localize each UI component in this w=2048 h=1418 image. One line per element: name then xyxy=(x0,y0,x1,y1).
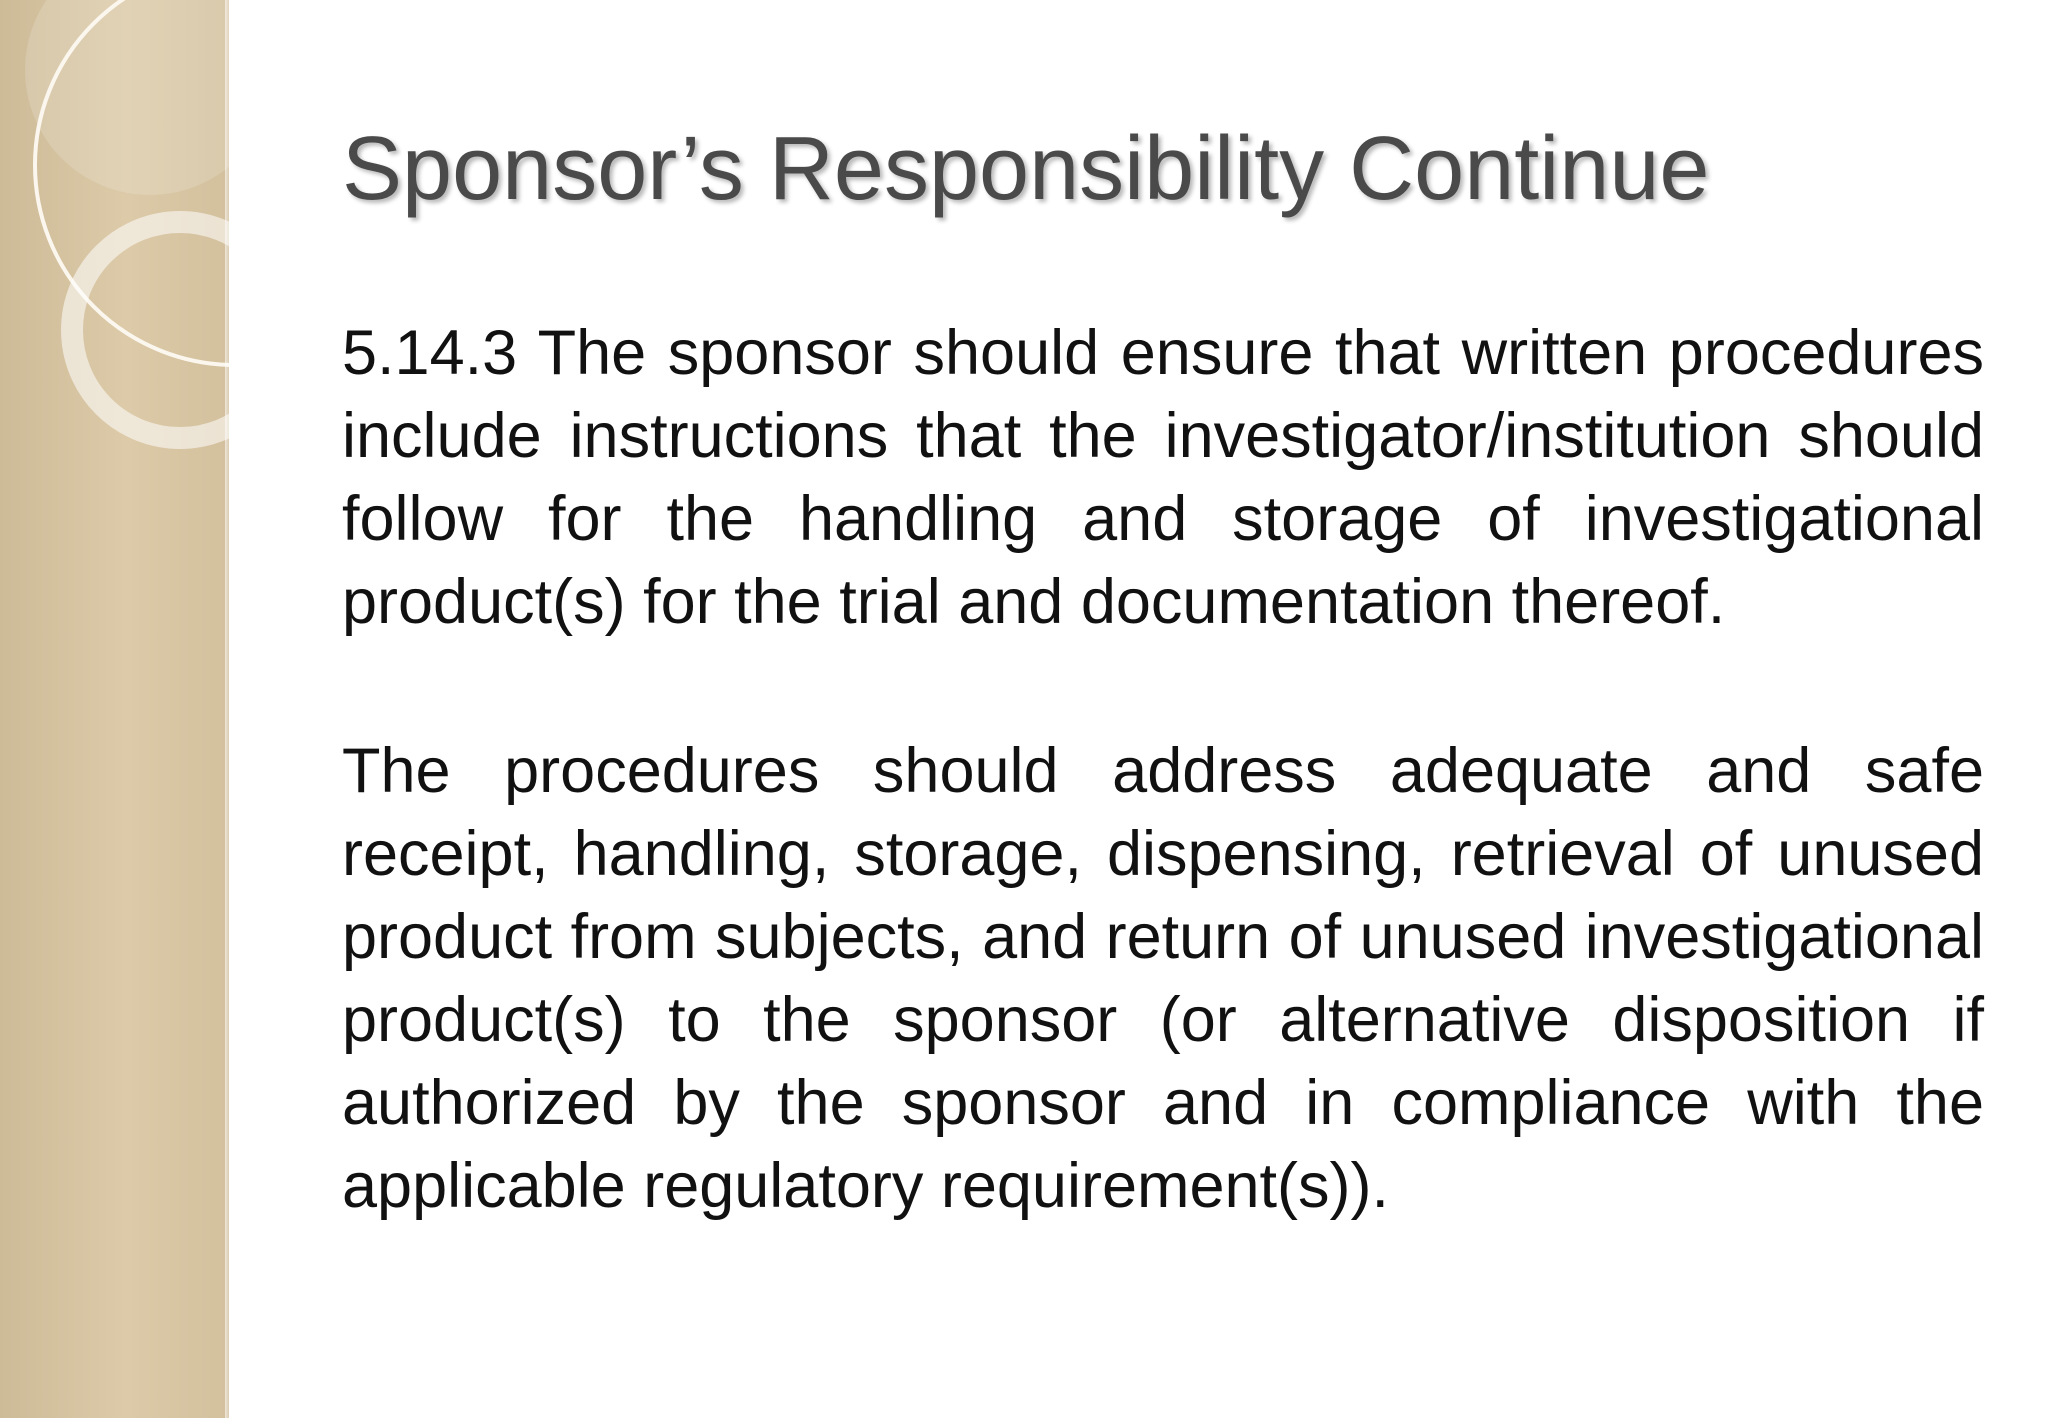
side-decoration-band xyxy=(0,0,229,1418)
band-edge-highlight xyxy=(225,0,231,1418)
paragraph-procedures: The procedures should address adequate and safe receipt, handling, storage, dispensing, retrieval of unused product from subjects, and return of unused investigational product(s) to the sponsor (or alternative disposition if authorized by the sponsor and in compliance with the applicable regulatory requirement(s)). xyxy=(342,736,1984,1221)
rings-decoration-icon xyxy=(0,0,229,520)
paragraph-5-14-3: 5.14.3 The sponsor should ensure that written procedures include instructions that the investigator/institution should follow for the handling and storage of investigational product(s) for the trial and documentation thereof. xyxy=(342,318,1984,637)
slide-title: Sponsor’s Responsibility Continue xyxy=(342,119,1710,219)
slide-body xyxy=(342,312,1984,1228)
